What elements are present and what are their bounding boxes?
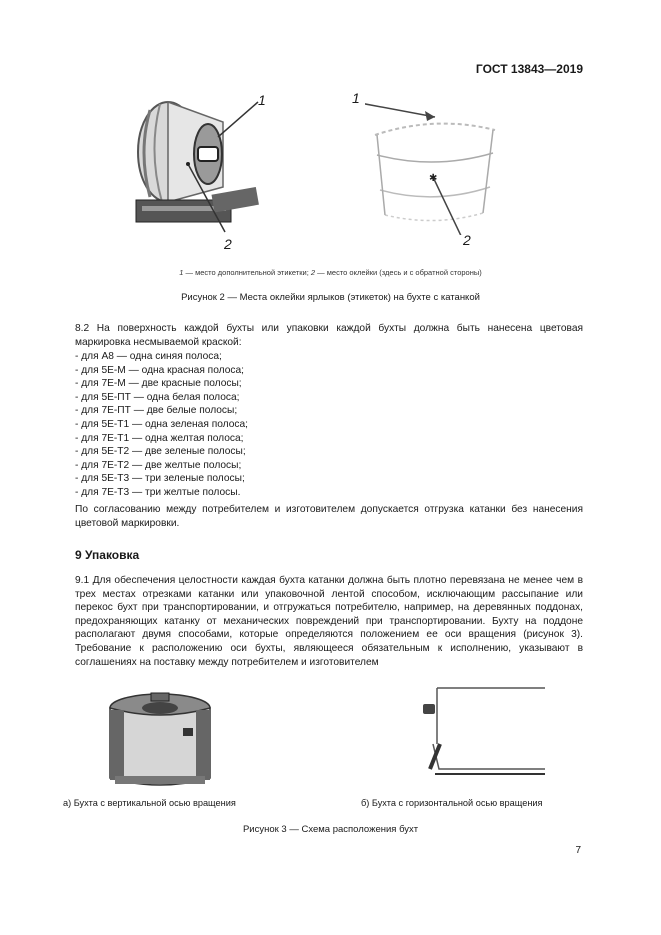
list-item: - для 7Е-Т2 — две желтые полосы; bbox=[75, 459, 242, 471]
marking-list-container bbox=[75, 350, 248, 500]
list-item: - для 5Е-Т1 — одна зеленая полоса; bbox=[75, 418, 248, 430]
section-9-1-text: 9.1 Для обеспечения целостности каждая бухта катанки должна быть плотно перевязана не менее чем в трех местах отрезками катанки или упаковочной лентой способом, исключающим рассыпание или перекос бухт при транспортировании, и отгружаться потребителю, например, на деревянных поддонах, предохраняющих катанку от механических повреждений при транспортировании. Бухту на поддоне располагают двумя способами, которые определяются положением ее оси вращения (рисунок 3). Требование к расположению оси бухты, являющееся обязательным к исполнению, указывают в соглашениях на поставку между потребителем и изготовителем bbox=[75, 575, 583, 668]
list-item: - для А8 — одна синяя полоса; bbox=[75, 351, 222, 362]
callout-1-left: 1 bbox=[258, 92, 266, 108]
figure2-legend bbox=[0, 268, 661, 277]
legend-2-number: 2 bbox=[310, 268, 316, 277]
figure3b-caption: б) Бухта с горизонтальной осью вращения bbox=[361, 798, 543, 808]
coil-outline-illustration bbox=[365, 95, 505, 235]
legend-2-text: — место оклейки (здесь и с обратной стороны) bbox=[315, 268, 482, 277]
figure2-caption: Рисунок 2 — Места оклейки ярлыков (этикеток) на бухте с катанкой bbox=[181, 292, 480, 303]
list-item: - для 5Е-Т2 — две зеленые полосы; bbox=[75, 446, 246, 458]
legend-1-text: — место дополнительной этикетки; bbox=[183, 268, 311, 277]
horizontal-coil-illustration bbox=[415, 684, 555, 784]
list-item: - для 5Е-ПТ — одна белая полоса; bbox=[75, 391, 240, 403]
callout-2-left: 2 bbox=[224, 236, 232, 252]
section-8-2-note: По согласованию между потребителем и изготовителем допускается отгрузка катанки без нанесения цветовой маркировки. bbox=[75, 504, 583, 529]
list-item: - для 5Е-Т3 — три зеленые полосы; bbox=[75, 473, 245, 485]
figure3a-caption: а) Бухта с вертикальной осью вращения bbox=[63, 798, 236, 808]
list-item: - для 7Е-Т1 — одна желтая полоса; bbox=[75, 432, 244, 444]
vertical-coil-illustration bbox=[105, 688, 215, 788]
list-item: - для 7Е-Т3 — три желтые полосы. bbox=[75, 486, 241, 498]
callout-1-right: 1 bbox=[352, 90, 360, 106]
section-9-heading: 9 Упаковка bbox=[75, 548, 140, 562]
section-8-2-text: 8.2 На поверхность каждой бухты или упаковки каждой бухты должна быть нанесена цветовая маркировка несмываемой краской: bbox=[75, 323, 583, 348]
list-item: - для 7Е-ПТ — две белые полосы; bbox=[75, 405, 238, 417]
legend-1-number: 1 bbox=[179, 268, 184, 277]
list-item: - для 7Е-М — две красные полосы; bbox=[75, 378, 242, 390]
coil-on-pallet-illustration bbox=[128, 92, 288, 242]
page-number: 7 bbox=[575, 845, 581, 856]
list-item: - для 5Е-М — одна красная полоса; bbox=[75, 364, 244, 376]
svg-text:✱: ✱ bbox=[429, 173, 438, 184]
callout-2-right: 2 bbox=[463, 232, 471, 248]
marking-list bbox=[75, 350, 248, 500]
figure3-caption: Рисунок 3 — Схема расположения бухт bbox=[242, 824, 419, 835]
document-code: ГОСТ 13843—2019 bbox=[475, 62, 583, 76]
